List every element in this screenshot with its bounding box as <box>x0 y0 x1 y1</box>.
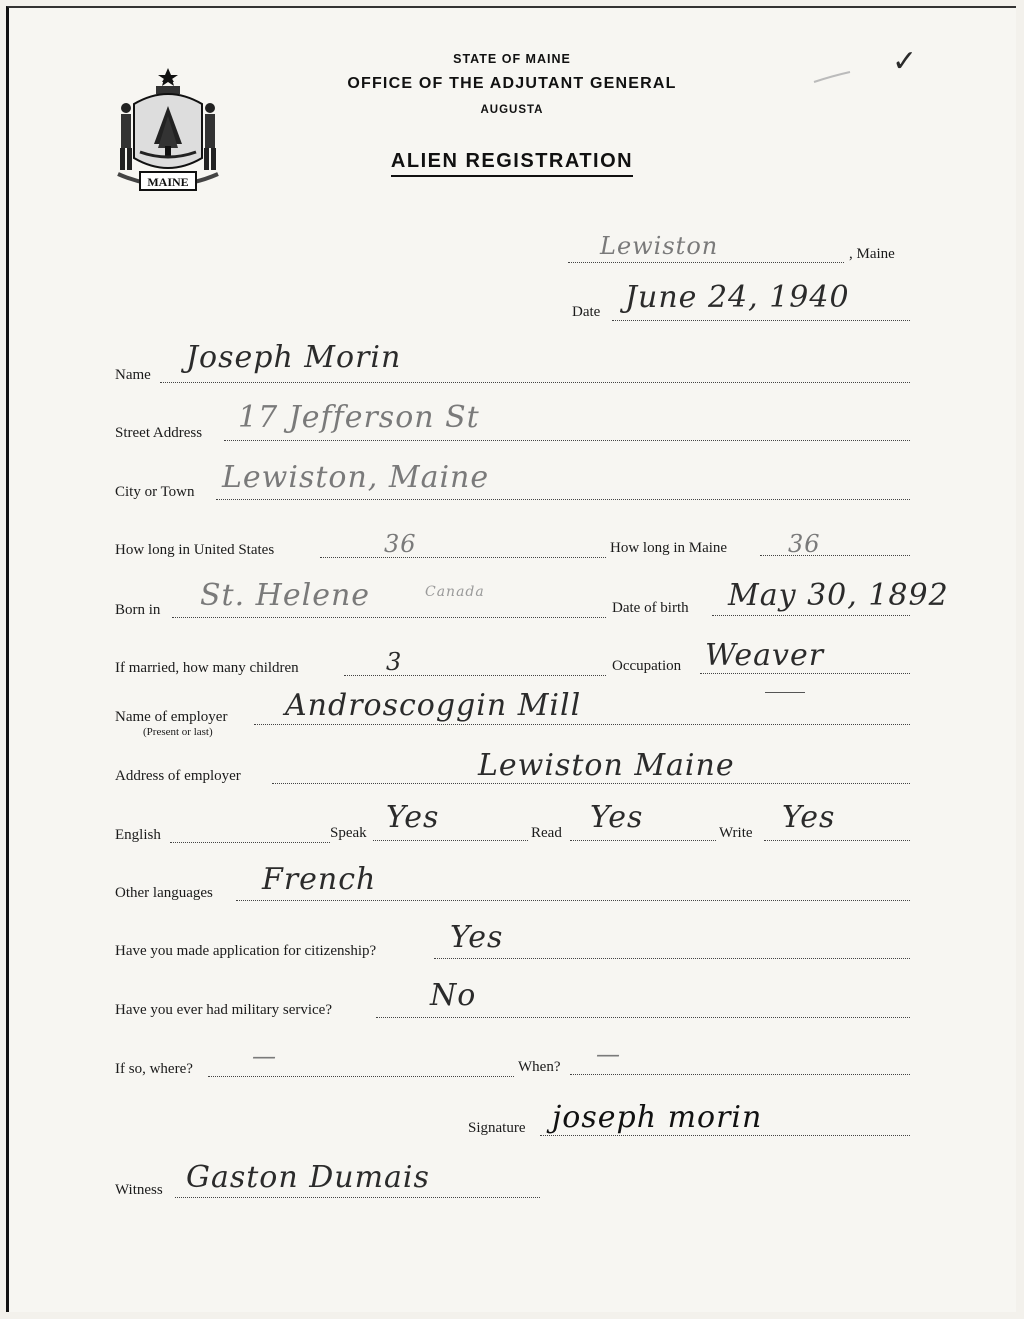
name-label: Name <box>115 367 151 383</box>
occupation-value: Weaver <box>705 638 825 673</box>
children-line <box>344 675 606 676</box>
employer-address-label: Address of employer <box>115 768 241 784</box>
employer-value: Androscoggin Mill <box>285 688 582 723</box>
english-line <box>170 842 330 843</box>
street-line <box>224 440 910 441</box>
children-label: If married, how many children <box>115 660 299 676</box>
us-years-value: 36 <box>384 530 417 558</box>
occupation-dash <box>765 692 805 693</box>
dob-value: May 30, 1892 <box>728 578 949 613</box>
city-line <box>216 499 910 500</box>
employer-line <box>254 724 910 725</box>
street-value: 17 Jefferson St <box>238 400 480 435</box>
employer-sublabel: (Present or last) <box>143 726 213 738</box>
maine-years-label: How long in Maine <box>610 540 728 556</box>
city-value: Lewiston, Maine <box>222 460 490 495</box>
dob-label: Date of birth <box>612 600 689 616</box>
speak-line <box>373 840 528 841</box>
form-title: ALIEN REGISTRATION <box>0 150 1024 173</box>
english-label: English <box>115 827 161 843</box>
when-line <box>570 1074 910 1075</box>
write-label: Write <box>719 825 753 841</box>
maine-years-line <box>760 555 910 556</box>
date-line <box>612 320 910 321</box>
us-years-label: How long in United States <box>115 542 275 558</box>
form-page <box>6 6 1016 1312</box>
us-years-line <box>320 557 606 558</box>
city-label: City or Town <box>115 484 195 500</box>
born-line <box>172 617 606 618</box>
witness-line <box>175 1197 540 1198</box>
header-state: STATE OF MAINE <box>453 52 571 66</box>
born-value: St. Helene <box>200 578 371 613</box>
write-line <box>764 840 910 841</box>
where-label: If so, where? <box>115 1061 193 1077</box>
maine-years-value: 36 <box>788 530 821 558</box>
read-line <box>570 840 716 841</box>
signature-value: joseph morin <box>552 1100 763 1135</box>
employer-address-value: Lewiston Maine <box>478 748 735 783</box>
witness-label: Witness <box>115 1182 163 1198</box>
when-label: When? <box>518 1059 561 1075</box>
header-city: AUGUSTA <box>480 104 544 116</box>
speak-label: Speak <box>330 825 367 841</box>
speak-value: Yes <box>386 800 440 835</box>
occupation-line <box>700 673 910 674</box>
date-value: June 24, 1940 <box>625 280 850 315</box>
citizenship-value: Yes <box>450 920 504 955</box>
born-note: Canada <box>425 584 485 600</box>
military-value: No <box>430 978 477 1013</box>
location-city-value: Lewiston <box>600 232 719 260</box>
read-label: Read <box>531 825 562 841</box>
where-value: — <box>252 1042 277 1070</box>
read-value: Yes <box>590 800 644 835</box>
header-office: OFFICE OF THE ADJUTANT GENERAL <box>347 75 677 92</box>
signature-line <box>540 1135 910 1136</box>
military-label: Have you ever had military service? <box>115 1002 332 1018</box>
when-value: — <box>596 1040 621 1068</box>
other-languages-value: French <box>262 862 377 897</box>
street-label: Street Address <box>115 425 203 441</box>
citizenship-label: Have you made application for citizenship? <box>115 943 377 959</box>
location-line <box>568 262 844 263</box>
date-label: Date <box>572 304 601 320</box>
dob-line <box>712 615 910 616</box>
write-value: Yes <box>782 800 836 835</box>
seal-banner-text: MAINE <box>147 175 189 189</box>
signature-label: Signature <box>468 1120 526 1136</box>
check-mark: ✓ <box>892 44 919 79</box>
other-languages-label: Other languages <box>115 885 213 901</box>
born-label: Born in <box>115 602 161 618</box>
employer-label: Name of employer <box>115 709 228 725</box>
citizenship-line <box>434 958 910 959</box>
witness-value: Gaston Dumais <box>186 1160 430 1195</box>
children-value: 3 <box>386 648 403 676</box>
employer-address-line <box>272 783 910 784</box>
location-suffix: , Maine <box>849 246 895 262</box>
military-line <box>376 1017 910 1018</box>
name-value: Joseph Morin <box>186 340 402 375</box>
name-line <box>160 382 910 383</box>
where-line <box>208 1076 514 1077</box>
occupation-label: Occupation <box>612 658 682 674</box>
other-languages-line <box>236 900 910 901</box>
